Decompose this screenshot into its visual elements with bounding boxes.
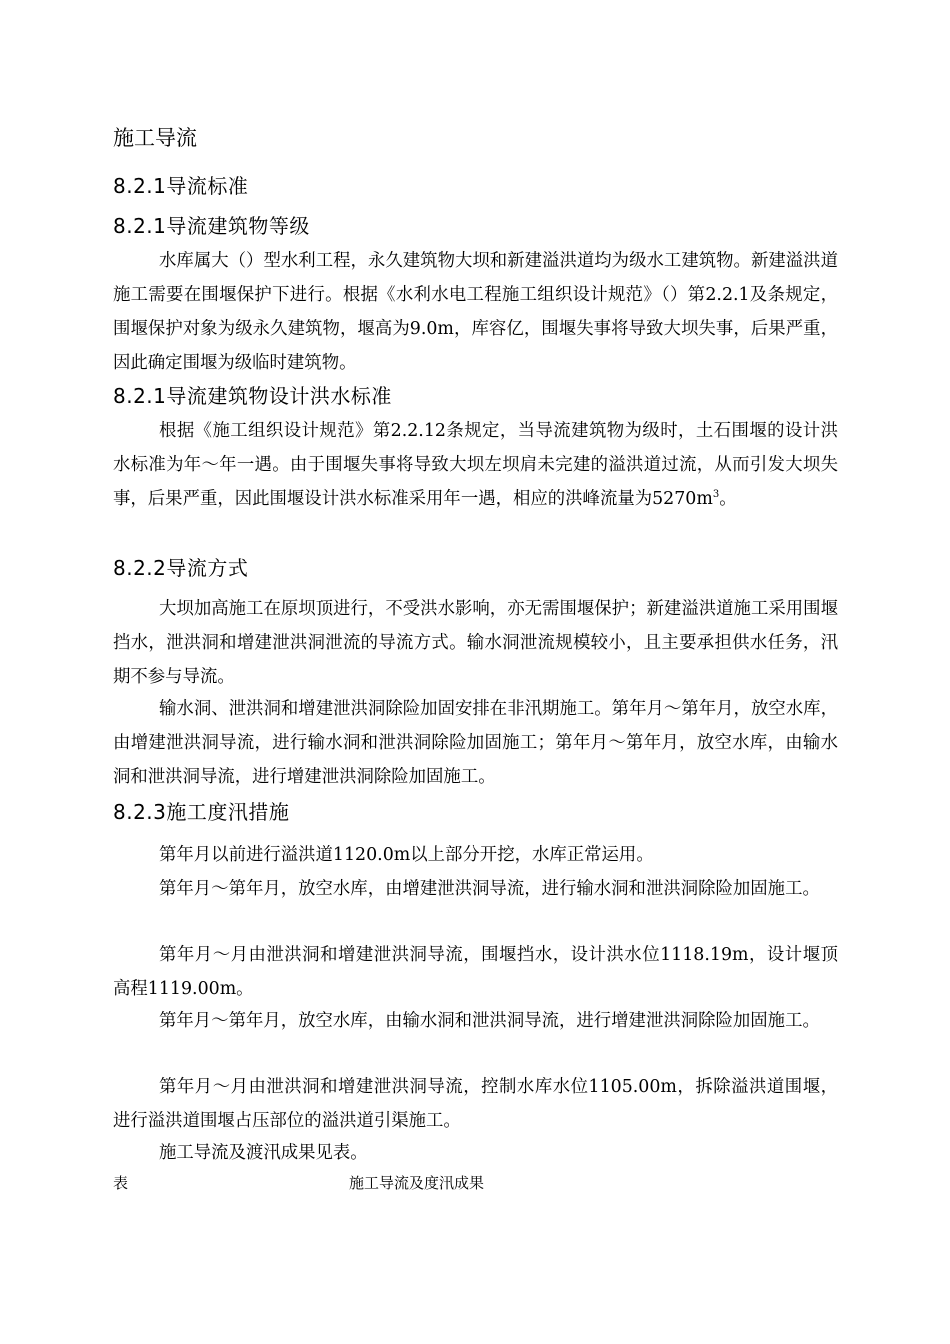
paragraph-diversion-method-2: 输水洞、泄洪洞和增建泄洪洞除险加固安排在非汛期施工。第年月～第年月，放空水库，由增建泄洪洞导流，进行输水洞和泄洪洞除险加固施工；第年月～第年月，放空水库，由输水洞和泄洪洞导流，进行增建泄洪洞除险加固施工。: [113, 699, 838, 787]
table-label: 表: [113, 1174, 129, 1192]
document-title: 施工导流: [113, 126, 197, 150]
paragraph-building-grade: 水库属大（）型水利工程，永久建筑物大坝和新建溢洪道均为级水工建筑物。新建溢洪道施工需要在围堰保护下进行。根据《水利水电工程施工组织设计规范》（）第2.2.1及条规定，围堰保护对象为级永久建筑物，堰高为9.0m，库容亿，围堰失事将导致大坝失事，后果严重，因此确定围堰为级临时建筑物。: [113, 251, 838, 373]
paragraph-flood-standard: [113, 414, 838, 516]
section-heading-flood-measures: 8.2.3施工度汛措施: [113, 800, 290, 824]
paragraph-flood-measures-6: 施工导流及渡汛成果见表。: [159, 1143, 368, 1163]
paragraph-flood-measures-5: 第年月～月由泄洪洞和增建泄洪洞导流，控制水库水位1105.00m，拆除溢洪道围堰，进行溢洪道围堰占压部位的溢洪道引渠施工。: [113, 1077, 838, 1131]
section-heading-building-grade: 8.2.1导流建筑物等级: [113, 214, 310, 238]
table-title: 施工导流及度汛成果: [349, 1174, 485, 1192]
paragraph-flood-measures-4: 第年月～第年月，放空水库，由输水洞和泄洪洞导流，进行增建泄洪洞除险加固施工。: [159, 1011, 820, 1031]
unit-superscript: 3: [712, 489, 720, 501]
paragraph-flood-measures-3: 第年月～月由泄洪洞和增建泄洪洞导流，围堰挡水，设计洪水位1118.19m，设计堰顶高程1119.00m。: [113, 945, 838, 999]
paragraph-flood-standard-text: 根据《施工组织设计规范》第2.2.12条规定，当导流建筑物为级时，土石围堰的设计洪水标准为年～年一遇。由于围堰失事将导致大坝左坝肩未完建的溢洪道过流，从而引发大坝失事，后果严重，因此围堰设计洪水标准采用年一遇，相应的洪峰流量为5270m: [113, 421, 838, 509]
paragraph-flood-standard-tail: 。: [719, 489, 737, 509]
section-heading-flood-standard: 8.2.1导流建筑物设计洪水标准: [113, 384, 392, 408]
paragraph-diversion-method-1: 大坝加高施工在原坝顶进行，不受洪水影响，亦无需围堰保护；新建溢洪道施工采用围堰挡水，泄洪洞和增建泄洪洞泄流的导流方式。输水洞泄流规模较小，且主要承担供水任务，汛期不参与导流。: [113, 599, 838, 687]
table-caption: [113, 1170, 838, 1196]
section-heading-flow-standard: 8.2.1导流标准: [113, 174, 249, 198]
paragraph-flood-measures-1: 第年月以前进行溢洪道1120.0m以上部分开挖，水库正常运用。: [159, 845, 654, 865]
paragraph-flood-measures-2: 第年月～第年月，放空水库，由增建泄洪洞导流，进行输水洞和泄洪洞除险加固施工。: [159, 879, 820, 899]
section-heading-diversion-method: 8.2.2导流方式: [113, 556, 249, 580]
